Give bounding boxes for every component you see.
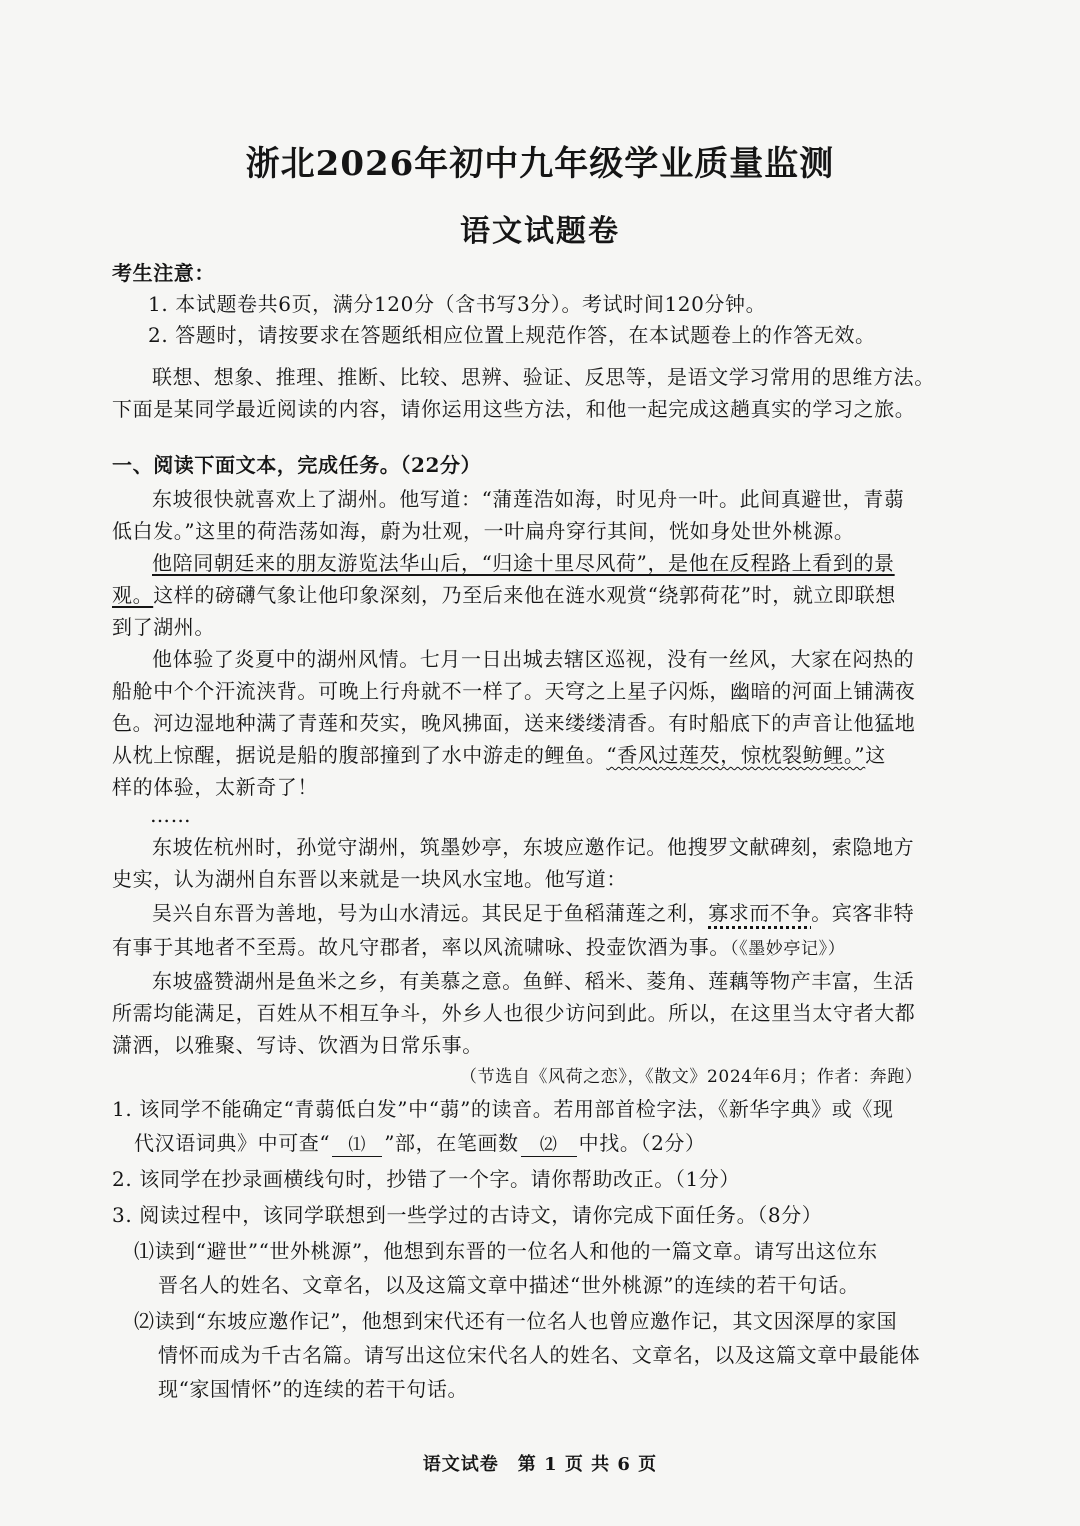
question-1: 1. 该同学不能确定“青蒻低白发”中“蒻”的读音。若用部首检字法，《新华字典》或《现 <box>112 1097 894 1121</box>
question-3-2-cont: 现“家国情怀”的连续的若干句话。 <box>158 1377 469 1401</box>
exam-subtitle: 语文试题卷 <box>460 214 620 249</box>
passage-line: 船舱中个个汗流浃背。可晚上行舟就不一样了。天穹之上星子闪烁，幽暗的河面上铺满夜 <box>112 679 916 703</box>
passage-line: 低白发。”这里的荷浩荡如海，蔚为壮观，一叶扁舟穿行其间，恍如身处世外桃源。 <box>112 519 855 543</box>
notice-item-2: 2. 答题时，请按要求在答题纸相应位置上规范作答，在本试题卷上的作答无效。 <box>148 323 876 347</box>
passage-line: 所需均能满足，百姓从不相互争斗，外乡人也很少访问到此。所以，在这里当太守者大都 <box>112 1001 916 1025</box>
question-3-1: ⑴读到“避世”“世外桃源”，他想到东晋的一位名人和他的一篇文章。请写出这位东 <box>134 1239 878 1263</box>
question-3-2: ⑵读到“东坡应邀作记”，他想到宋代还有一位名人也曾应邀作记，其文因深厚的家国 <box>134 1309 898 1333</box>
dotted-phrase: 寡求而不争 <box>708 901 812 925</box>
passage-line <box>112 580 896 610</box>
passage-line: 东坡盛赞湖州是鱼米之乡，有美慕之意。鱼鲜、稻米、菱角、莲藕等物产丰富，生活 <box>152 969 915 993</box>
intro-line-2: 下面是某同学最近阅读的内容，请你运用这些方法，和他一起完成这趟真实的学习之旅。 <box>112 397 916 421</box>
answer-blank-1: ⑴ <box>332 1134 382 1157</box>
answer-blank-2: ⑵ <box>521 1134 577 1157</box>
notice-item-1: 1. 本试题卷共6页，满分120分（含书写3分）。考试时间120分钟。 <box>148 292 767 316</box>
quote-text: 吴兴自东晋为善地，号为山水清远。其民足于鱼稻蒲莲之利， <box>152 901 709 925</box>
passage-text: 这样的磅礴气象让他印象深刻，乃至后来他在涟水观赏“绕郭荷花”时，就立即联想 <box>153 583 896 607</box>
question-text: 中找。（2分） <box>578 1131 706 1155</box>
page-footer: 语文试卷 第 1 页 共 6 页 <box>422 1454 658 1475</box>
question-text: ”部，在笔画数 <box>384 1131 519 1155</box>
passage-line: 色。河边湿地种满了青莲和芡实，晚风拂面，送来缕缕清香。有时船底下的声音让他猛地 <box>112 711 916 735</box>
section-1-heading: 一、阅读下面文本，完成任务。（22分） <box>112 453 482 477</box>
passage-line: 东坡佐杭州时，孙觉守湖州，筑墨妙亭，东坡应邀作记。他搜罗文献碑刻，索隐地方 <box>152 835 915 859</box>
passage-line: 潇洒，以雅聚、写诗、饮酒为日常乐事。 <box>112 1033 483 1057</box>
question-text: 代汉语词典》中可查“ <box>134 1131 331 1155</box>
passage-line <box>112 740 886 770</box>
wavy-underlined-quote: “香风过莲芡，惊枕裂鲂鲤。” <box>606 743 866 767</box>
exam-title: 浙北2026年初中九年级学业质量监测 <box>245 144 835 184</box>
question-3-2-cont: 情怀而成为千古名篇。请写出这位宋代名人的姓名、文章名，以及这篇文章中最能体 <box>158 1343 921 1367</box>
passage-source: （节选自《风荷之恋》，《散文》2024年6月；作者：奔跑） <box>460 1067 923 1087</box>
question-3: 3. 阅读过程中，该同学联想到一些学过的古诗文，请你完成下面任务。（8分） <box>112 1203 823 1227</box>
question-2: 2. 该同学在抄录画横线句时，抄错了一个字。请你帮助改正。（1分） <box>112 1167 740 1191</box>
underlined-sentence: 他陪同朝廷来的朋友游览法华山后，“归途十里尽风荷”，是他在反程路上看到的景 <box>152 551 895 575</box>
question-1-cont <box>134 1128 706 1158</box>
passage-text: 从枕上惊醒，据说是船的腹部撞到了水中游走的鲤鱼。 <box>112 743 607 767</box>
classical-quote-line <box>152 898 914 928</box>
passage-line: 到了湖州。 <box>112 615 215 639</box>
notice-heading: 考生注意： <box>112 261 215 285</box>
passage-line: 史实，认为湖州自东晋以来就是一块风水宝地。他写道： <box>112 867 627 891</box>
intro-line-1: 联想、想象、推理、推断、比较、思辨、验证、反思等，是语文学习常用的思维方法。 <box>152 365 935 389</box>
quote-text: 。宾客非特 <box>811 901 915 925</box>
classical-quote-line <box>112 932 845 964</box>
passage-line: 他体验了炎夏中的湖州风情。七月一日出城去辖区巡视，没有一丝风，大家在闷热的 <box>152 647 915 671</box>
passage-text: 这 <box>865 743 886 767</box>
quote-source: （《墨妙亭记》） <box>730 939 846 959</box>
passage-line: 东坡很快就喜欢上了湖州。他写道：“蒲莲浩如海，时见舟一叶。此间真避世，青蒻 <box>152 487 905 511</box>
ellipsis: …… <box>150 803 192 827</box>
question-3-1-cont: 晋名人的姓名、文章名，以及这篇文章中描述“世外桃源”的连续的若干句话。 <box>158 1273 860 1297</box>
underlined-sentence-end: 观。 <box>112 583 154 607</box>
passage-line: 样的体验，太新奇了！ <box>112 775 318 799</box>
quote-text: 有事于其地者不至焉。故凡守郡者，率以风流啸咏、投壶饮酒为事。 <box>112 935 730 959</box>
